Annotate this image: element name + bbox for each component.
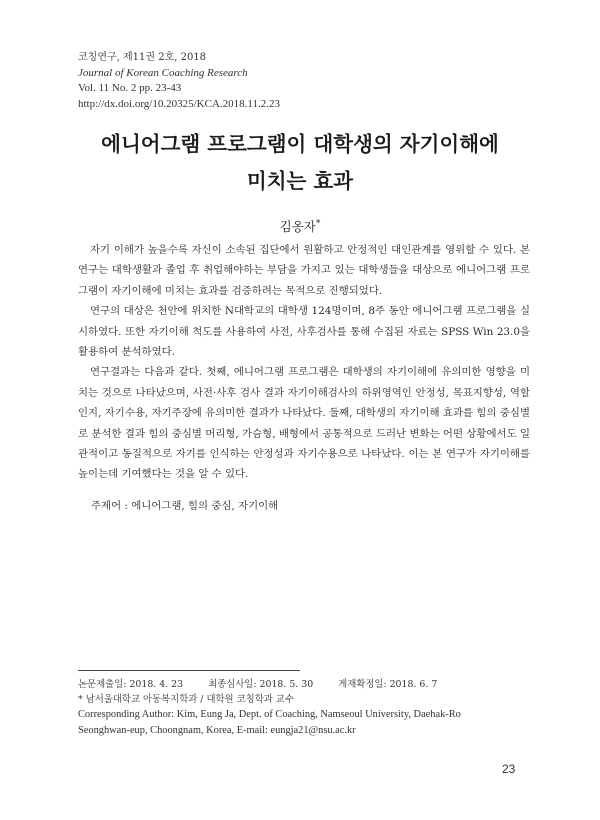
abstract-paragraph-2: 연구의 대상은 천안에 위치한 N대학교의 대학생 124명이며, 8주 동안 에니어그램 프로그램을 실시하였다. 또한 자기이해 척도를 사용하여 사전, 사후검사를 통해 수집된 자료는 SPSS Win 23.0을 활용하여 분석하였다.	[78, 305, 530, 359]
author	[0, 217, 600, 235]
abstract-paragraph-1: 자기 이해가 높을수록 자신이 소속된 집단에서 원활하고 안정적인 대인관계를 영위할 수 있다. 본 연구는 대학생활과 졸업 후 취업해야하는 부담을 가지고 있는 대학생들을 대상으로 에니어그램 프로그램이 자기이해에 미치는 효과를 검증하려는 목적으로 진행되었다.	[78, 244, 530, 297]
author-affiliation: * 남서울대학교 아동복지학과 / 대학원 코칭학과 교수	[78, 694, 294, 706]
footnotes	[78, 677, 538, 738]
author-footnote-mark: *	[315, 218, 321, 229]
received-date: 논문제출일: 2018. 4. 23	[78, 679, 184, 690]
reviewed-date: 최종심사일: 2018. 5. 30	[208, 679, 314, 690]
accepted-date: 게재확정일: 2018. 6. 7	[338, 679, 438, 690]
journal-header	[78, 50, 280, 112]
paper-title	[0, 126, 600, 200]
author-name: 김옹자	[279, 219, 316, 234]
journal-name: Journal of Korean Coaching Research	[78, 66, 248, 79]
corresponding-author-line-2: Seonghwan-eup, Choongnam, Korea, E-mail: eungja21@nsu.ac.kr	[78, 724, 356, 736]
corresponding-author-line-1: Corresponding Author: Kim, Eung Ja, Dept. of Coaching, Namseoul University, Daehak-Ro	[78, 709, 461, 721]
journal-volume: Vol. 11 No. 2 pp. 23-43	[78, 82, 182, 94]
abstract-paragraph-3: 연구결과는 다음과 같다. 첫째, 에니어그램 프로그램은 대학생의 자기이해에 유의미한 영향을 미치는 것으로 나타났으며, 사전·사후 검사 결과 자기이해검사의 하위영역인 안정성, 목표지향성, 역할인지, 자기수용, 자기주장에 유의미한 결과가 나타났다. 둘째, 대학생의 자기이해 효과를 힘의 중심별로 분석한 결과 힘의 중심별 머리형, 가슴형, 배형에서 공통적으로 드러난 변화는 어떤 상황에서도 일관적이고 동질적으로 자기를 인식하는 안정성과 자기수용으로 나타났다. 이는 본 연구가 자기이해를 높이는데 기여했다는 것을 알 수 있다.	[78, 366, 530, 481]
page-number: 23	[502, 762, 516, 776]
journal-line-korean: 코칭연구, 제11권 2호, 2018	[78, 52, 207, 63]
submission-dates	[78, 677, 538, 692]
abstract	[78, 240, 530, 485]
keywords: 주제어 : 에니어그램, 힘의 중심, 자기이해	[91, 500, 279, 512]
title-line-2: 미치는 효과	[246, 169, 354, 193]
journal-doi[interactable]: http://dx.doi.org/10.20325/KCA.2018.11.2.23	[78, 97, 280, 110]
footnote-divider	[78, 670, 300, 671]
title-line-1: 에니어그램 프로그램이 대학생의 자기이해에	[101, 132, 499, 156]
